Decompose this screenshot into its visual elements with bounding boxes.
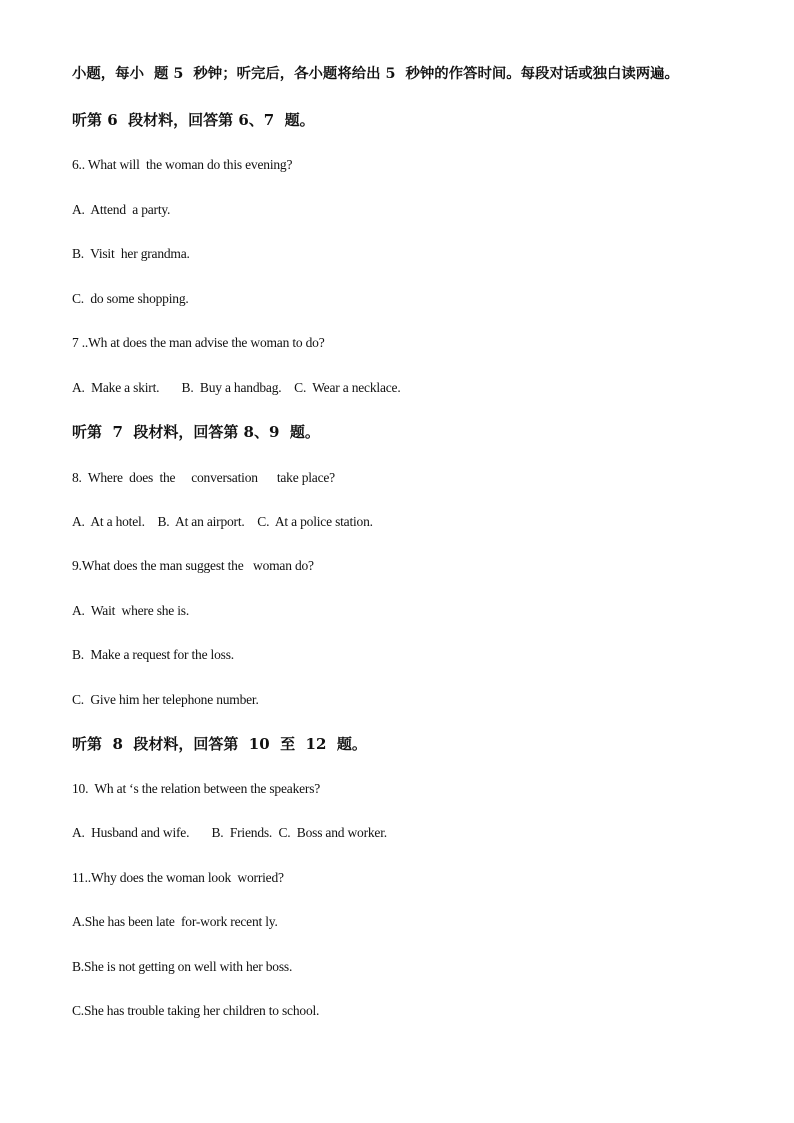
option-6c: C. do some shopping. xyxy=(72,291,189,306)
option-11b: B.She is not getting on well with her boss. xyxy=(72,959,293,974)
question-7: 7 ..Wh at does the man advise the woman to do? xyxy=(72,335,325,350)
options-8: A. At a hotel. B. At an airport. C. At a police station. xyxy=(72,514,373,529)
section-heading-7: 听第 7 段材料，回答第 8、9 题。 xyxy=(72,423,320,441)
option-11a: A.She has been late for-work recent ly. xyxy=(72,914,278,929)
section-heading-8: 听第 8 段材料，回答第 10 至 12 题。 xyxy=(72,735,367,753)
options-10: A. Husband and wife. B. Friends. C. Boss and worker. xyxy=(72,825,387,840)
option-9b: B. Make a request for the loss. xyxy=(72,647,234,662)
question-11: 11..Why does the woman look worried? xyxy=(72,870,284,885)
question-10: 10. Wh at ‘s the relation between the speakers? xyxy=(72,781,321,796)
option-11c: C.She has trouble taking her children to school. xyxy=(72,1003,320,1018)
question-9: 9.What does the man suggest the woman do? xyxy=(72,558,314,573)
option-6a: A. Attend a party. xyxy=(72,202,171,217)
intro-text: 小题，每小 题 5 秒钟；听完后，各小题将给出 5 秒钟的作答时间。每段对话或独白读两遍。 xyxy=(72,65,679,82)
options-7: A. Make a skirt. B. Buy a handbag. C. Wear a necklace. xyxy=(72,380,401,395)
question-8: 8. Where does the conversation take place? xyxy=(72,470,335,485)
option-6b: B. Visit her grandma. xyxy=(72,246,190,261)
section-heading-6: 听第 6 段材料，回答第 6、7 题。 xyxy=(72,111,315,129)
question-6: 6.. What will the woman do this evening? xyxy=(72,157,293,172)
option-9a: A. Wait where she is. xyxy=(72,603,190,618)
option-9c: C. Give him her telephone number. xyxy=(72,692,259,707)
